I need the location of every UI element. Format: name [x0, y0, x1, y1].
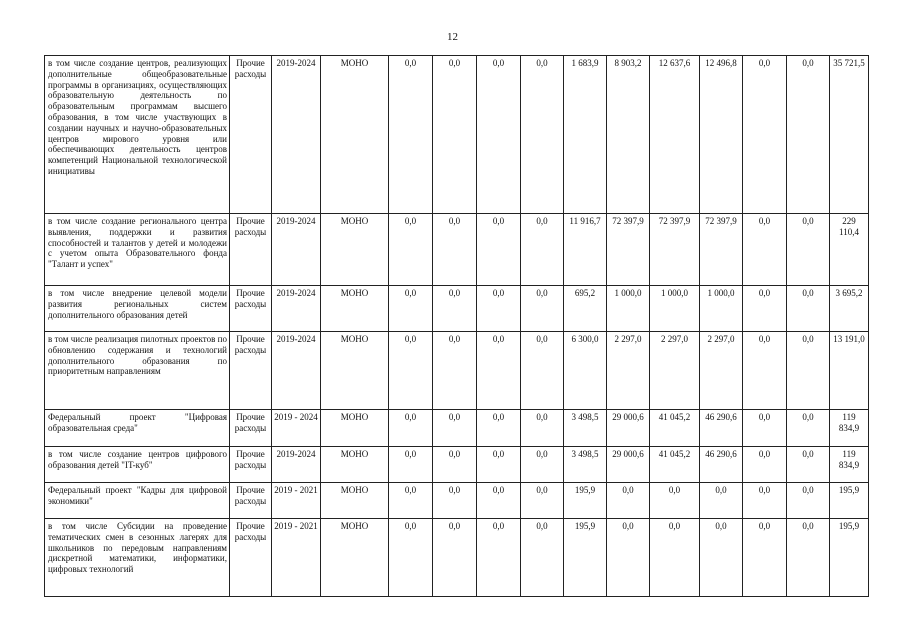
row-value-9: 0,0 — [743, 447, 787, 483]
row-expense-type: Прочие расходы — [230, 56, 272, 214]
row-value-6: 2 297,0 — [607, 332, 650, 410]
row-value-7: 1 000,0 — [650, 286, 700, 332]
table-row — [45, 447, 869, 483]
row-value-5: 3 498,5 — [564, 410, 607, 447]
row-total: 195,9 — [830, 519, 869, 597]
row-value-10: 0,0 — [787, 410, 830, 447]
row-value-5: 1 683,9 — [564, 56, 607, 214]
row-value-7: 2 297,0 — [650, 332, 700, 410]
row-period: 2019-2024 — [272, 447, 321, 483]
row-value-5: 695,2 — [564, 286, 607, 332]
row-executor: МОНО — [321, 410, 389, 447]
row-value-7: 12 637,6 — [650, 56, 700, 214]
row-value-5: 195,9 — [564, 519, 607, 597]
row-value-2: 0,0 — [433, 214, 477, 286]
row-total: 35 721,5 — [830, 56, 869, 214]
row-value-8: 12 496,8 — [700, 56, 743, 214]
row-value-1: 0,0 — [389, 332, 433, 410]
row-expense-type: Прочие расходы — [230, 483, 272, 519]
row-value-7: 0,0 — [650, 483, 700, 519]
row-value-1: 0,0 — [389, 286, 433, 332]
row-period: 2019 - 2024 — [272, 410, 321, 447]
row-value-9: 0,0 — [743, 332, 787, 410]
row-value-8: 46 290,6 — [700, 447, 743, 483]
row-period: 2019 - 2021 — [272, 483, 321, 519]
row-value-2: 0,0 — [433, 286, 477, 332]
row-value-3: 0,0 — [477, 519, 521, 597]
row-value-7: 72 397,9 — [650, 214, 700, 286]
row-value-5: 6 300,0 — [564, 332, 607, 410]
row-value-9: 0,0 — [743, 286, 787, 332]
row-value-6: 29 000,6 — [607, 410, 650, 447]
table-row — [45, 410, 869, 447]
row-value-6: 0,0 — [607, 519, 650, 597]
row-period: 2019-2024 — [272, 332, 321, 410]
row-value-6: 1 000,0 — [607, 286, 650, 332]
row-value-8: 1 000,0 — [700, 286, 743, 332]
row-value-6: 0,0 — [607, 483, 650, 519]
row-value-10: 0,0 — [787, 483, 830, 519]
row-expense-type: Прочие расходы — [230, 286, 272, 332]
row-value-2: 0,0 — [433, 56, 477, 214]
row-value-1: 0,0 — [389, 410, 433, 447]
row-value-5: 3 498,5 — [564, 447, 607, 483]
row-value-4: 0,0 — [521, 332, 564, 410]
row-value-9: 0,0 — [743, 410, 787, 447]
row-value-3: 0,0 — [477, 56, 521, 214]
row-value-5: 11 916,7 — [564, 214, 607, 286]
row-total: 13 191,0 — [830, 332, 869, 410]
row-value-10: 0,0 — [787, 286, 830, 332]
row-description: Федеральный проект "Кадры для цифровой экономики" — [45, 483, 230, 519]
table-row — [45, 483, 869, 519]
row-value-9: 0,0 — [743, 519, 787, 597]
row-value-6: 72 397,9 — [607, 214, 650, 286]
row-value-10: 0,0 — [787, 56, 830, 214]
row-value-3: 0,0 — [477, 214, 521, 286]
row-value-1: 0,0 — [389, 519, 433, 597]
row-description: в том числе внедрение целевой модели развития региональных систем дополнительного образования детей — [45, 286, 230, 332]
table-row — [45, 286, 869, 332]
row-value-4: 0,0 — [521, 410, 564, 447]
row-value-2: 0,0 — [433, 332, 477, 410]
row-value-10: 0,0 — [787, 332, 830, 410]
row-value-10: 0,0 — [787, 214, 830, 286]
row-total: 119 834,9 — [830, 447, 869, 483]
row-value-7: 0,0 — [650, 519, 700, 597]
row-value-10: 0,0 — [787, 447, 830, 483]
row-value-4: 0,0 — [521, 214, 564, 286]
row-value-4: 0,0 — [521, 483, 564, 519]
row-value-5: 195,9 — [564, 483, 607, 519]
row-description: Федеральный проект "Цифровая образовательная среда" — [45, 410, 230, 447]
table-row — [45, 56, 869, 214]
row-value-2: 0,0 — [433, 447, 477, 483]
row-description: в том числе Субсидии на проведение тематических смен в сезонных лагерях для школьников по передовым направлениям дискретной математики, информатики, цифровых технологий — [45, 519, 230, 597]
row-value-9: 0,0 — [743, 483, 787, 519]
row-value-7: 41 045,2 — [650, 447, 700, 483]
row-description: в том числе реализация пилотных проектов по обновлению содержания и технологий дополнительного образования по приоритетным направлениям — [45, 332, 230, 410]
row-expense-type: Прочие расходы — [230, 447, 272, 483]
row-value-10: 0,0 — [787, 519, 830, 597]
row-value-3: 0,0 — [477, 332, 521, 410]
row-executor: МОНО — [321, 447, 389, 483]
row-period: 2019-2024 — [272, 214, 321, 286]
row-description: в том числе создание регионального центра выявления, поддержки и развития способностей и талантов у детей и молодежи с учетом опыта Образовательного фонда "Талант и успех" — [45, 214, 230, 286]
row-value-2: 0,0 — [433, 483, 477, 519]
page-number: 12 — [447, 31, 458, 43]
row-value-9: 0,0 — [743, 214, 787, 286]
row-description: в том числе создание центров цифрового образования детей "IT-куб" — [45, 447, 230, 483]
row-value-4: 0,0 — [521, 286, 564, 332]
row-value-6: 8 903,2 — [607, 56, 650, 214]
row-total: 3 695,2 — [830, 286, 869, 332]
row-executor: МОНО — [321, 483, 389, 519]
row-value-1: 0,0 — [389, 56, 433, 214]
row-value-8: 72 397,9 — [700, 214, 743, 286]
table-row — [45, 214, 869, 286]
row-expense-type: Прочие расходы — [230, 410, 272, 447]
row-value-8: 46 290,6 — [700, 410, 743, 447]
row-value-6: 29 000,6 — [607, 447, 650, 483]
row-total: 195,9 — [830, 483, 869, 519]
row-value-4: 0,0 — [521, 447, 564, 483]
row-value-8: 2 297,0 — [700, 332, 743, 410]
row-value-8: 0,0 — [700, 519, 743, 597]
row-value-2: 0,0 — [433, 519, 477, 597]
row-total: 119 834,9 — [830, 410, 869, 447]
row-period: 2019 - 2021 — [272, 519, 321, 597]
row-executor: МОНО — [321, 56, 389, 214]
row-value-3: 0,0 — [477, 286, 521, 332]
row-value-3: 0,0 — [477, 447, 521, 483]
table-row — [45, 332, 869, 410]
row-period: 2019-2024 — [272, 56, 321, 214]
row-executor: МОНО — [321, 332, 389, 410]
row-value-7: 41 045,2 — [650, 410, 700, 447]
row-total: 229 110,4 — [830, 214, 869, 286]
row-value-4: 0,0 — [521, 519, 564, 597]
row-executor: МОНО — [321, 286, 389, 332]
row-period: 2019-2024 — [272, 286, 321, 332]
row-value-4: 0,0 — [521, 56, 564, 214]
budget-table — [44, 55, 869, 597]
row-value-2: 0,0 — [433, 410, 477, 447]
row-value-1: 0,0 — [389, 483, 433, 519]
row-executor: МОНО — [321, 214, 389, 286]
row-expense-type: Прочие расходы — [230, 519, 272, 597]
row-description: в том числе создание центров, реализующих дополнительные общеобразовательные программы в организациях, осуществляющих образовательную деятельность по образовательным программам высшего образования, в том числе участвующих в создании научных и научно-образовательных центров мирового уровня или обеспечивающих деятельность центров компетенций Национальной технологической инициативы — [45, 56, 230, 214]
row-value-3: 0,0 — [477, 483, 521, 519]
row-expense-type: Прочие расходы — [230, 332, 272, 410]
table-row — [45, 519, 869, 597]
row-executor: МОНО — [321, 519, 389, 597]
row-value-9: 0,0 — [743, 56, 787, 214]
row-value-8: 0,0 — [700, 483, 743, 519]
row-value-1: 0,0 — [389, 214, 433, 286]
row-value-3: 0,0 — [477, 410, 521, 447]
row-value-1: 0,0 — [389, 447, 433, 483]
row-expense-type: Прочие расходы — [230, 214, 272, 286]
